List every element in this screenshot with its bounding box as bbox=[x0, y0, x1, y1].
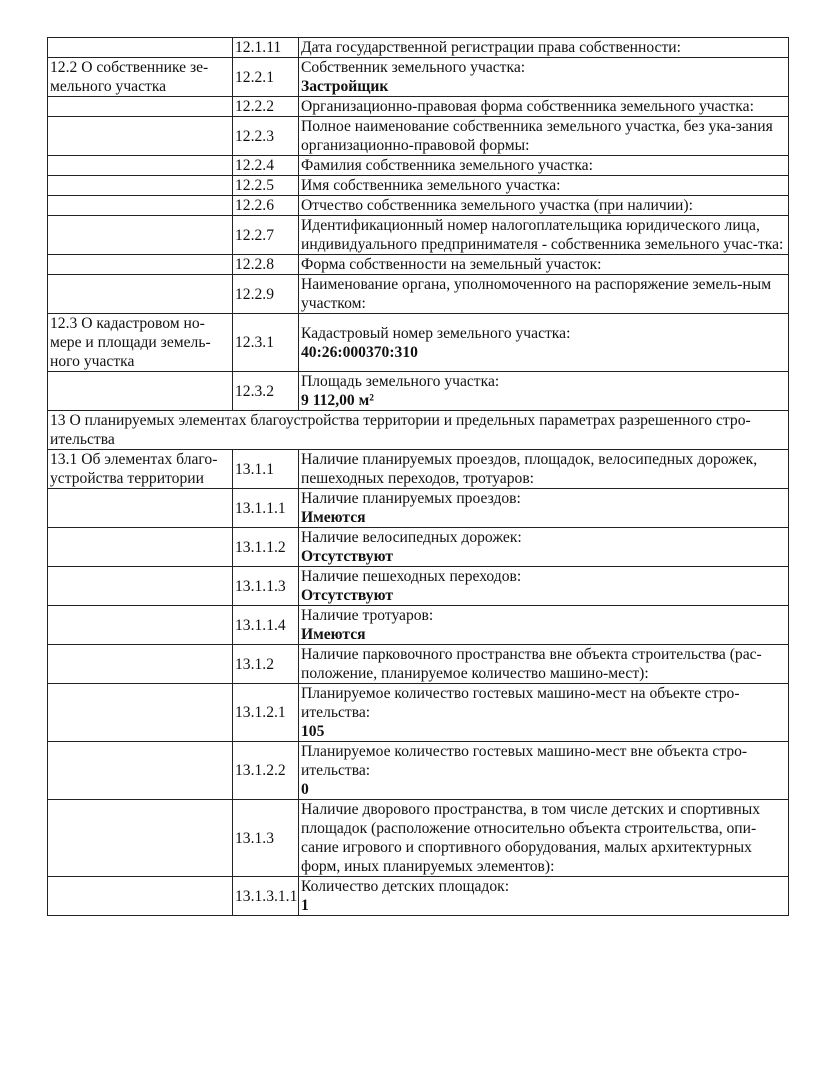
item-value: 40:26:000370:310 bbox=[301, 343, 418, 361]
item-label: Фамилия собственника земельного участка: bbox=[301, 157, 593, 174]
item-label: Наличие планируемых проездов, площадок, велосипедных дорожек, пешеходных переходов, тротуаров: bbox=[301, 451, 758, 487]
table-row bbox=[48, 255, 789, 275]
item-label: Наличие планируемых проездов: bbox=[301, 490, 521, 507]
section-cell bbox=[48, 489, 233, 528]
section-cell bbox=[48, 216, 233, 255]
item-label: Наличие велосипедных дорожек: bbox=[301, 529, 522, 546]
item-label: Полное наименование собственника земельного участка, без ука-зания организационно-правовой формы: bbox=[301, 118, 773, 154]
section-cell bbox=[48, 196, 233, 216]
table-row bbox=[48, 38, 789, 58]
item-content-cell bbox=[299, 684, 789, 742]
item-code-cell: 12.2.1 bbox=[233, 58, 299, 97]
item-value: Отсутствуют bbox=[301, 587, 393, 604]
item-label: Имя собственника земельного участка: bbox=[301, 177, 561, 194]
item-content-cell bbox=[299, 97, 789, 117]
item-label: Площадь земельного участка: bbox=[301, 373, 500, 390]
section-cell bbox=[48, 645, 233, 684]
table-row bbox=[48, 275, 789, 314]
item-content-cell bbox=[299, 176, 789, 196]
item-content-cell bbox=[299, 528, 789, 567]
item-value: Имеются bbox=[301, 626, 366, 643]
table-row bbox=[48, 450, 789, 489]
table-row bbox=[48, 314, 789, 372]
item-content-cell bbox=[299, 156, 789, 176]
table-row bbox=[48, 742, 789, 800]
item-label: Наименование органа, уполномоченного на распоряжение земель-ным участком: bbox=[301, 276, 772, 312]
item-code-cell: 13.1.3.1.1 bbox=[233, 877, 299, 916]
table-row bbox=[48, 156, 789, 176]
item-content-cell bbox=[299, 742, 789, 800]
section-cell bbox=[48, 528, 233, 567]
item-value: 9 112,00 м² bbox=[301, 392, 374, 409]
item-code-cell: 12.2.9 bbox=[233, 275, 299, 314]
section-cell bbox=[48, 567, 233, 606]
item-label: Наличие дворового пространства, в том числе детских и спортивных площадок (расположение относительно объекта строительства, опи-сание игрового и спортивного оборудования, малых архитектурных форм, иных планируемых элементов): bbox=[301, 801, 761, 875]
section-cell: 12.3 О кадастровом но-мере и площади земель-ного участка bbox=[48, 314, 233, 372]
item-code-cell: 12.2.8 bbox=[233, 255, 299, 275]
table-row bbox=[48, 684, 789, 742]
item-content-cell bbox=[299, 450, 789, 489]
section-cell bbox=[48, 275, 233, 314]
item-value: 0 bbox=[301, 781, 309, 798]
section-cell bbox=[48, 742, 233, 800]
table-row bbox=[48, 176, 789, 196]
item-code-cell: 13.1.2.2 bbox=[233, 742, 299, 800]
item-content-cell bbox=[299, 877, 789, 916]
item-content-cell bbox=[299, 489, 789, 528]
section-heading-row bbox=[48, 411, 789, 450]
item-code-cell: 13.1.1 bbox=[233, 450, 299, 489]
section-cell bbox=[48, 117, 233, 156]
table-row bbox=[48, 528, 789, 567]
section-cell bbox=[48, 606, 233, 645]
item-content-cell bbox=[299, 567, 789, 606]
item-code-cell: 13.1.1.1 bbox=[233, 489, 299, 528]
item-content-cell bbox=[299, 38, 789, 58]
item-code-cell: 12.2.7 bbox=[233, 216, 299, 255]
section-cell bbox=[48, 176, 233, 196]
table-row bbox=[48, 372, 789, 411]
item-content-cell bbox=[299, 58, 789, 97]
item-content-cell bbox=[299, 372, 789, 411]
item-label: Наличие парковочного пространства вне объекта строительства (рас-положение, планируемое количество машино-мест): bbox=[301, 646, 762, 682]
item-label: Кадастровый номер земельного участка: bbox=[301, 324, 571, 342]
item-label: Количество детских площадок: bbox=[301, 878, 510, 895]
item-content-cell bbox=[299, 275, 789, 314]
item-value: Имеются bbox=[301, 509, 366, 526]
section-cell: 12.2 О собственнике зе-мельного участка bbox=[48, 58, 233, 97]
table-row bbox=[48, 58, 789, 97]
item-value: Застройщик bbox=[301, 78, 389, 95]
item-label: Организационно-правовая форма собственника земельного участка: bbox=[301, 98, 754, 115]
section-cell bbox=[48, 38, 233, 58]
item-label: Отчество собственника земельного участка (при наличии): bbox=[301, 197, 693, 214]
table-row bbox=[48, 567, 789, 606]
item-label: Планируемое количество гостевых машино-мест вне объекта стро-ительства: bbox=[301, 743, 748, 779]
section-cell bbox=[48, 255, 233, 275]
table-row bbox=[48, 117, 789, 156]
table-row bbox=[48, 606, 789, 645]
item-content-cell bbox=[299, 216, 789, 255]
item-label: Собственник земельного участка: bbox=[301, 59, 526, 76]
item-value: Отсутствуют bbox=[301, 548, 393, 565]
item-code-cell: 13.1.2 bbox=[233, 645, 299, 684]
table-row bbox=[48, 216, 789, 255]
item-code-cell: 12.2.3 bbox=[233, 117, 299, 156]
table-row bbox=[48, 489, 789, 528]
item-label: Дата государственной регистрации права собственности: bbox=[301, 39, 681, 56]
table-row bbox=[48, 800, 789, 877]
item-value: 1 bbox=[301, 897, 309, 914]
item-label: Идентификационный номер налогоплательщика юридического лица, индивидуального предпринимателя - собственника земельного учас-тка: bbox=[301, 217, 784, 253]
item-content-cell bbox=[299, 645, 789, 684]
item-code-cell: 13.1.2.1 bbox=[233, 684, 299, 742]
item-label: Наличие тротуаров: bbox=[301, 607, 434, 624]
item-label: Наличие пешеходных переходов: bbox=[301, 568, 522, 585]
item-content-cell bbox=[299, 196, 789, 216]
item-code-cell: 12.2.2 bbox=[233, 97, 299, 117]
item-code-cell: 13.1.1.3 bbox=[233, 567, 299, 606]
item-code-cell: 13.1.1.4 bbox=[233, 606, 299, 645]
item-code-cell: 12.3.1 bbox=[233, 314, 299, 372]
table-row bbox=[48, 877, 789, 916]
item-content-cell bbox=[299, 255, 789, 275]
table-row bbox=[48, 196, 789, 216]
declaration-table bbox=[47, 37, 789, 916]
item-code-cell: 12.2.5 bbox=[233, 176, 299, 196]
section-cell: 13.1 Об элементах благо-устройства территории bbox=[48, 450, 233, 489]
item-code-cell: 13.1.1.2 bbox=[233, 528, 299, 567]
section-cell bbox=[48, 800, 233, 877]
table-row bbox=[48, 645, 789, 684]
item-code-cell: 13.1.3 bbox=[233, 800, 299, 877]
item-code-cell: 12.3.2 bbox=[233, 372, 299, 411]
section-cell bbox=[48, 97, 233, 117]
item-label: Планируемое количество гостевых машино-мест на объекте стро-ительства: bbox=[301, 685, 740, 721]
item-value: 105 bbox=[301, 723, 325, 740]
item-code-cell: 12.1.11 bbox=[233, 38, 299, 58]
section-cell bbox=[48, 684, 233, 742]
section-cell bbox=[48, 156, 233, 176]
item-content-cell bbox=[299, 800, 789, 877]
table-row bbox=[48, 97, 789, 117]
item-content-cell bbox=[299, 314, 789, 372]
item-code-cell: 12.2.6 bbox=[233, 196, 299, 216]
item-content-cell bbox=[299, 117, 789, 156]
section-cell bbox=[48, 372, 233, 411]
item-content-cell bbox=[299, 606, 789, 645]
section-cell bbox=[48, 877, 233, 916]
section-13-heading: 13 О планируемых элементах благоустройства территории и предельных параметрах разрешенного стро-ительства bbox=[48, 411, 789, 450]
item-label: Форма собственности на земельный участок: bbox=[301, 256, 602, 273]
item-code-cell: 12.2.4 bbox=[233, 156, 299, 176]
